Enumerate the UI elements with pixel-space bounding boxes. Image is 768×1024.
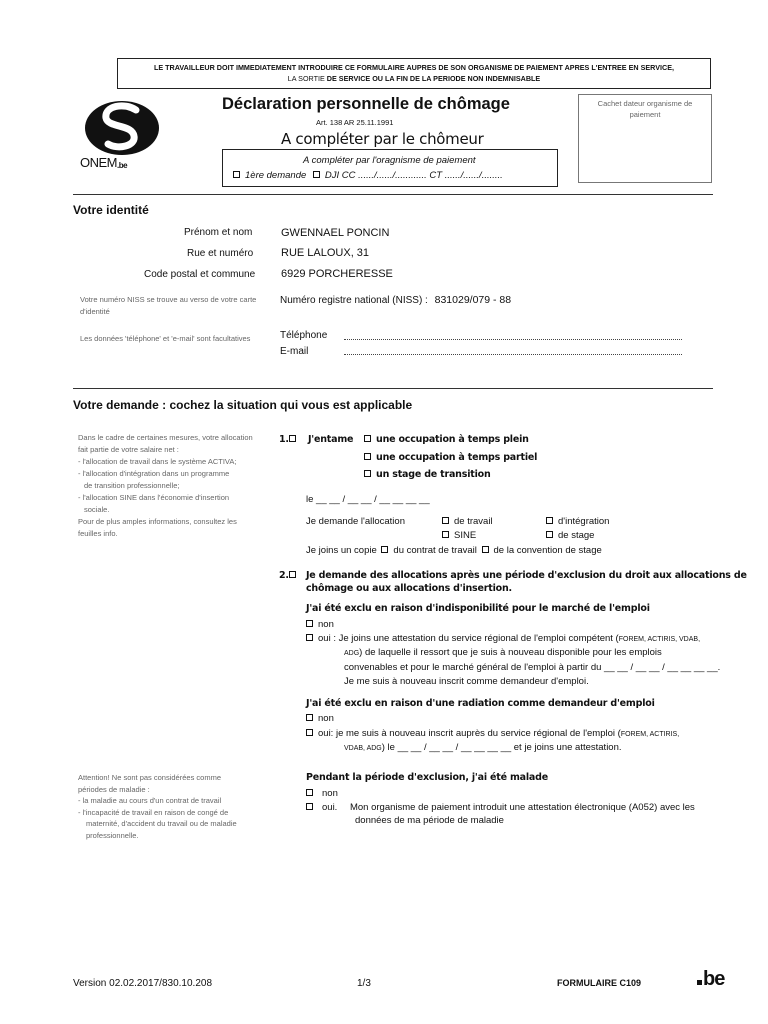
excl1-orgs-1: FOREM, ACTIRIS, VDAB, — [618, 636, 701, 643]
illness-title: Pendant la période d'exclusion, j'ai été malade — [306, 772, 548, 783]
excl1-oui-checkbox[interactable] — [306, 634, 313, 641]
street-label: Rue et numéro — [187, 248, 254, 259]
side-note-line: fait partie de votre salaire net : — [78, 445, 179, 454]
illness-oui-checkbox[interactable] — [306, 803, 313, 810]
exclusion-2-title: J'ai été exclu en raison d'une radiation comme demandeur d'emploi — [306, 698, 655, 709]
side-note-line: - l'incapacité de travail en raison de congé de — [78, 807, 229, 817]
postal-value[interactable]: 6929 PORCHERESSE — [281, 268, 393, 280]
request-heading: Votre demande : cochez la situation qui vous est applicable — [73, 398, 413, 412]
email-field[interactable] — [344, 354, 682, 355]
side-note-line: maternité, d'accident du travail ou de maladie — [86, 819, 237, 828]
excl2-oui-checkbox[interactable] — [306, 729, 313, 736]
name-label: Prénom et nom — [184, 227, 253, 238]
joins-copy-row — [306, 545, 602, 556]
excl2-text-2: ) le __ __ / __ __ / __ __ __ __ et je joins une attestation. — [381, 742, 622, 753]
divider — [73, 388, 713, 389]
excl2-text-1: je me suis à nouveau inscrit auprès du service régional de l'emploi ( — [335, 728, 621, 739]
first-request-label: 1ère demande — [245, 170, 307, 181]
dji-fields: DJI CC ....../....../............ CT ....../....../........ — [324, 170, 503, 181]
side-note-line: professionnelle. — [86, 830, 139, 840]
niss-label: Numéro registre national (NISS) : — [280, 295, 428, 306]
payment-org-box-title: A compléter par l'oragnisme de paiement — [303, 155, 476, 166]
excl2-non-label: non — [318, 713, 334, 724]
alloc-stage-label: de stage — [558, 530, 595, 541]
logo-name: ONEM — [80, 155, 117, 170]
excl2-orgs-2: VDAB, ADG — [344, 745, 382, 752]
q1-option-fulltime[interactable] — [364, 434, 529, 445]
alloc-travail-checkbox[interactable] — [442, 517, 449, 524]
excl1-line-2 — [344, 647, 662, 658]
payment-org-box-fields — [233, 170, 503, 181]
excl1-oui-label: oui : — [318, 633, 336, 644]
contrat-checkbox[interactable] — [381, 546, 388, 553]
date-stamp-box — [578, 94, 712, 183]
contact-note: Les données 'téléphone' et 'e-mail' sont facultatives — [80, 334, 251, 343]
email-label: E-mail — [280, 346, 309, 357]
side-note-line: - l'allocation SINE dans l'économie d'insertion — [78, 493, 230, 502]
excl1-text-4: Je me suis à nouveau inscrit comme demandeur d'emploi. — [344, 676, 589, 687]
niss-note: Votre numéro NISS se trouve au verso de votre carte d'identité — [80, 295, 257, 316]
excl1-text-3[interactable]: convenables et pour le marché général de l'emploi à partir du __ __ / __ __ / __ __ __ __. — [344, 662, 721, 673]
onem-logo-text — [80, 155, 127, 170]
excl2-non-option[interactable] — [306, 713, 334, 724]
side-note-line: Attention! Ne sont pas considérées comme — [78, 773, 221, 782]
q2-line-2: chômage ou aux allocations d'insertion. — [306, 583, 512, 594]
excl1-oui-option[interactable] — [306, 633, 700, 644]
phone-label: Téléphone — [280, 330, 328, 341]
q1-label: J'entame — [307, 434, 354, 445]
excl1-text-2: ) de laquelle il ressort que je suis à nouveau disponible pour les emplois — [359, 647, 662, 658]
q1-checkbox[interactable] — [289, 435, 296, 442]
dji-checkbox[interactable] — [313, 171, 320, 178]
alloc-travail-option[interactable] — [442, 516, 493, 527]
be-logo-text: be — [703, 968, 725, 990]
page-subtitle: A compléter par le chômeur — [281, 130, 484, 148]
alloc-stage-checkbox[interactable] — [546, 531, 553, 538]
side-note-line: - la maladie au cours d'un contrat de travail — [78, 796, 222, 805]
exclusion-1-title: J'ai été exclu en raison d'indisponibilité pour le marché de l'emploi — [306, 603, 650, 614]
date-stamp-label: Cachet dateur organisme de paiement — [597, 99, 693, 119]
notice-line-2-small: LA SORTIE — [287, 74, 325, 83]
illness-non-checkbox[interactable] — [306, 789, 313, 796]
alloc-label: Je demande l'allocation — [306, 516, 405, 527]
q2-row — [279, 570, 747, 581]
name-value[interactable]: GWENNAEL PONCIN — [281, 227, 390, 239]
be-logo-dot-icon — [697, 980, 702, 985]
version-text: Version 02.02.2017/830.10.208 — [73, 978, 213, 989]
niss-value[interactable]: 831029/079 - 88 — [434, 294, 512, 306]
notice-line-1: LE TRAVAILLEUR DOIT IMMEDIATEMENT INTRODUIRE CE FORMULAIRE AUPRES DE SON ORGANISME DE PAIEMENT APRES L'ENTREE EN SERVICE, — [153, 63, 675, 72]
alloc-sine-checkbox[interactable] — [442, 531, 449, 538]
joins-copy-label: Je joins un copie — [306, 545, 377, 556]
side-note-line: sociale. — [84, 505, 110, 514]
excl2-non-checkbox[interactable] — [306, 714, 313, 721]
illness-oui-label: oui. — [322, 802, 338, 813]
convention-checkbox[interactable] — [482, 546, 489, 553]
alloc-integration-checkbox[interactable] — [546, 517, 553, 524]
niss-line — [280, 294, 511, 306]
excl1-orgs-2: ADG — [344, 650, 360, 657]
q2-line-1: Je demande des allocations après une période d'exclusion du droit aux allocations de — [305, 570, 747, 581]
illness-text-2: données de ma période de maladie — [355, 815, 504, 826]
form-code: FORMULAIRE C109 — [557, 978, 642, 988]
illness-text-1: Mon organisme de paiement introduit une attestation électronique (A052) avec les — [349, 802, 695, 813]
q1-option-stage[interactable] — [364, 469, 491, 480]
legal-reference: Art. 138 AR 25.11.1991 — [316, 118, 394, 127]
q1-row — [279, 434, 353, 445]
divider — [73, 194, 713, 195]
illness-non-option[interactable] — [306, 788, 338, 799]
allocation-side-note — [78, 432, 273, 540]
side-note-line: Pour de plus amples informations, consultez les — [78, 517, 237, 526]
excl2-line-2[interactable] — [344, 742, 622, 753]
postal-label: Code postal et commune — [144, 269, 256, 280]
alloc-integration-label: d'intégration — [558, 516, 610, 527]
excl2-orgs-1: FOREM, ACTIRIS, — [620, 731, 680, 738]
payment-org-box — [222, 149, 558, 187]
side-note-line: - l'allocation d'intégration dans un programme — [78, 469, 230, 478]
street-value[interactable]: RUE LALOUX, 31 — [281, 247, 370, 259]
alloc-sine-label: SINE — [454, 530, 477, 541]
stage-checkbox[interactable] — [364, 470, 371, 477]
logo-suffix: .be — [117, 161, 128, 170]
q1-number: 1. — [279, 434, 289, 445]
side-note-line: périodes de maladie : — [78, 784, 150, 794]
parttime-checkbox[interactable] — [364, 453, 371, 460]
fulltime-label: une occupation à temps plein — [376, 434, 529, 445]
phone-field[interactable] — [344, 339, 682, 340]
excl1-text-1: Je joins une attestation du service régional de l'emploi compétent ( — [338, 633, 619, 644]
q1-option-parttime[interactable] — [364, 452, 537, 463]
excl1-non-checkbox[interactable] — [306, 620, 313, 627]
excl2-oui-option[interactable] — [306, 728, 679, 739]
contrat-label: du contrat de travail — [393, 545, 477, 556]
alloc-integration-option[interactable] — [546, 516, 609, 527]
illness-oui-option[interactable] — [306, 802, 695, 813]
be-logo — [697, 968, 724, 991]
alloc-travail-label: de travail — [454, 516, 493, 527]
illness-non-label: non — [322, 788, 338, 799]
excl2-oui-label: oui: — [318, 728, 334, 739]
notice-line-2 — [118, 73, 710, 84]
side-note-line: Dans le cadre de certaines mesures, votre allocation — [78, 433, 253, 442]
excl1-non-label: non — [318, 619, 334, 630]
alloc-stage-option[interactable] — [546, 530, 594, 541]
convention-label: de la convention de stage — [493, 545, 602, 556]
parttime-label: une occupation à temps partiel — [376, 452, 538, 463]
notice-banner — [117, 58, 711, 89]
side-note-line: feuilles info. — [78, 529, 118, 538]
page-title: Déclaration personnelle de chômage — [222, 95, 510, 113]
alloc-sine-option[interactable] — [442, 530, 476, 541]
stage-label: un stage de transition — [376, 469, 491, 480]
side-note-line: - l'allocation de travail dans le système ACTIVA; — [78, 457, 237, 466]
side-note-line: de transition professionnelle; — [84, 481, 180, 490]
illness-side-note — [78, 772, 278, 841]
notice-line-2-bold: DE SERVICE OU LA FIN DE LA PERIODE NON INDEMNISABLE — [324, 74, 541, 83]
first-request-checkbox[interactable] — [233, 171, 240, 178]
q2-checkbox[interactable] — [289, 571, 296, 578]
q2-number: 2. — [279, 570, 289, 581]
fulltime-checkbox[interactable] — [364, 435, 371, 442]
excl1-non-option[interactable] — [306, 619, 334, 630]
page-number: 1/3 — [357, 978, 371, 989]
identity-heading: Votre identité — [73, 203, 149, 217]
q1-date-field[interactable]: le __ __ / __ __ / __ __ __ __ — [306, 494, 430, 505]
